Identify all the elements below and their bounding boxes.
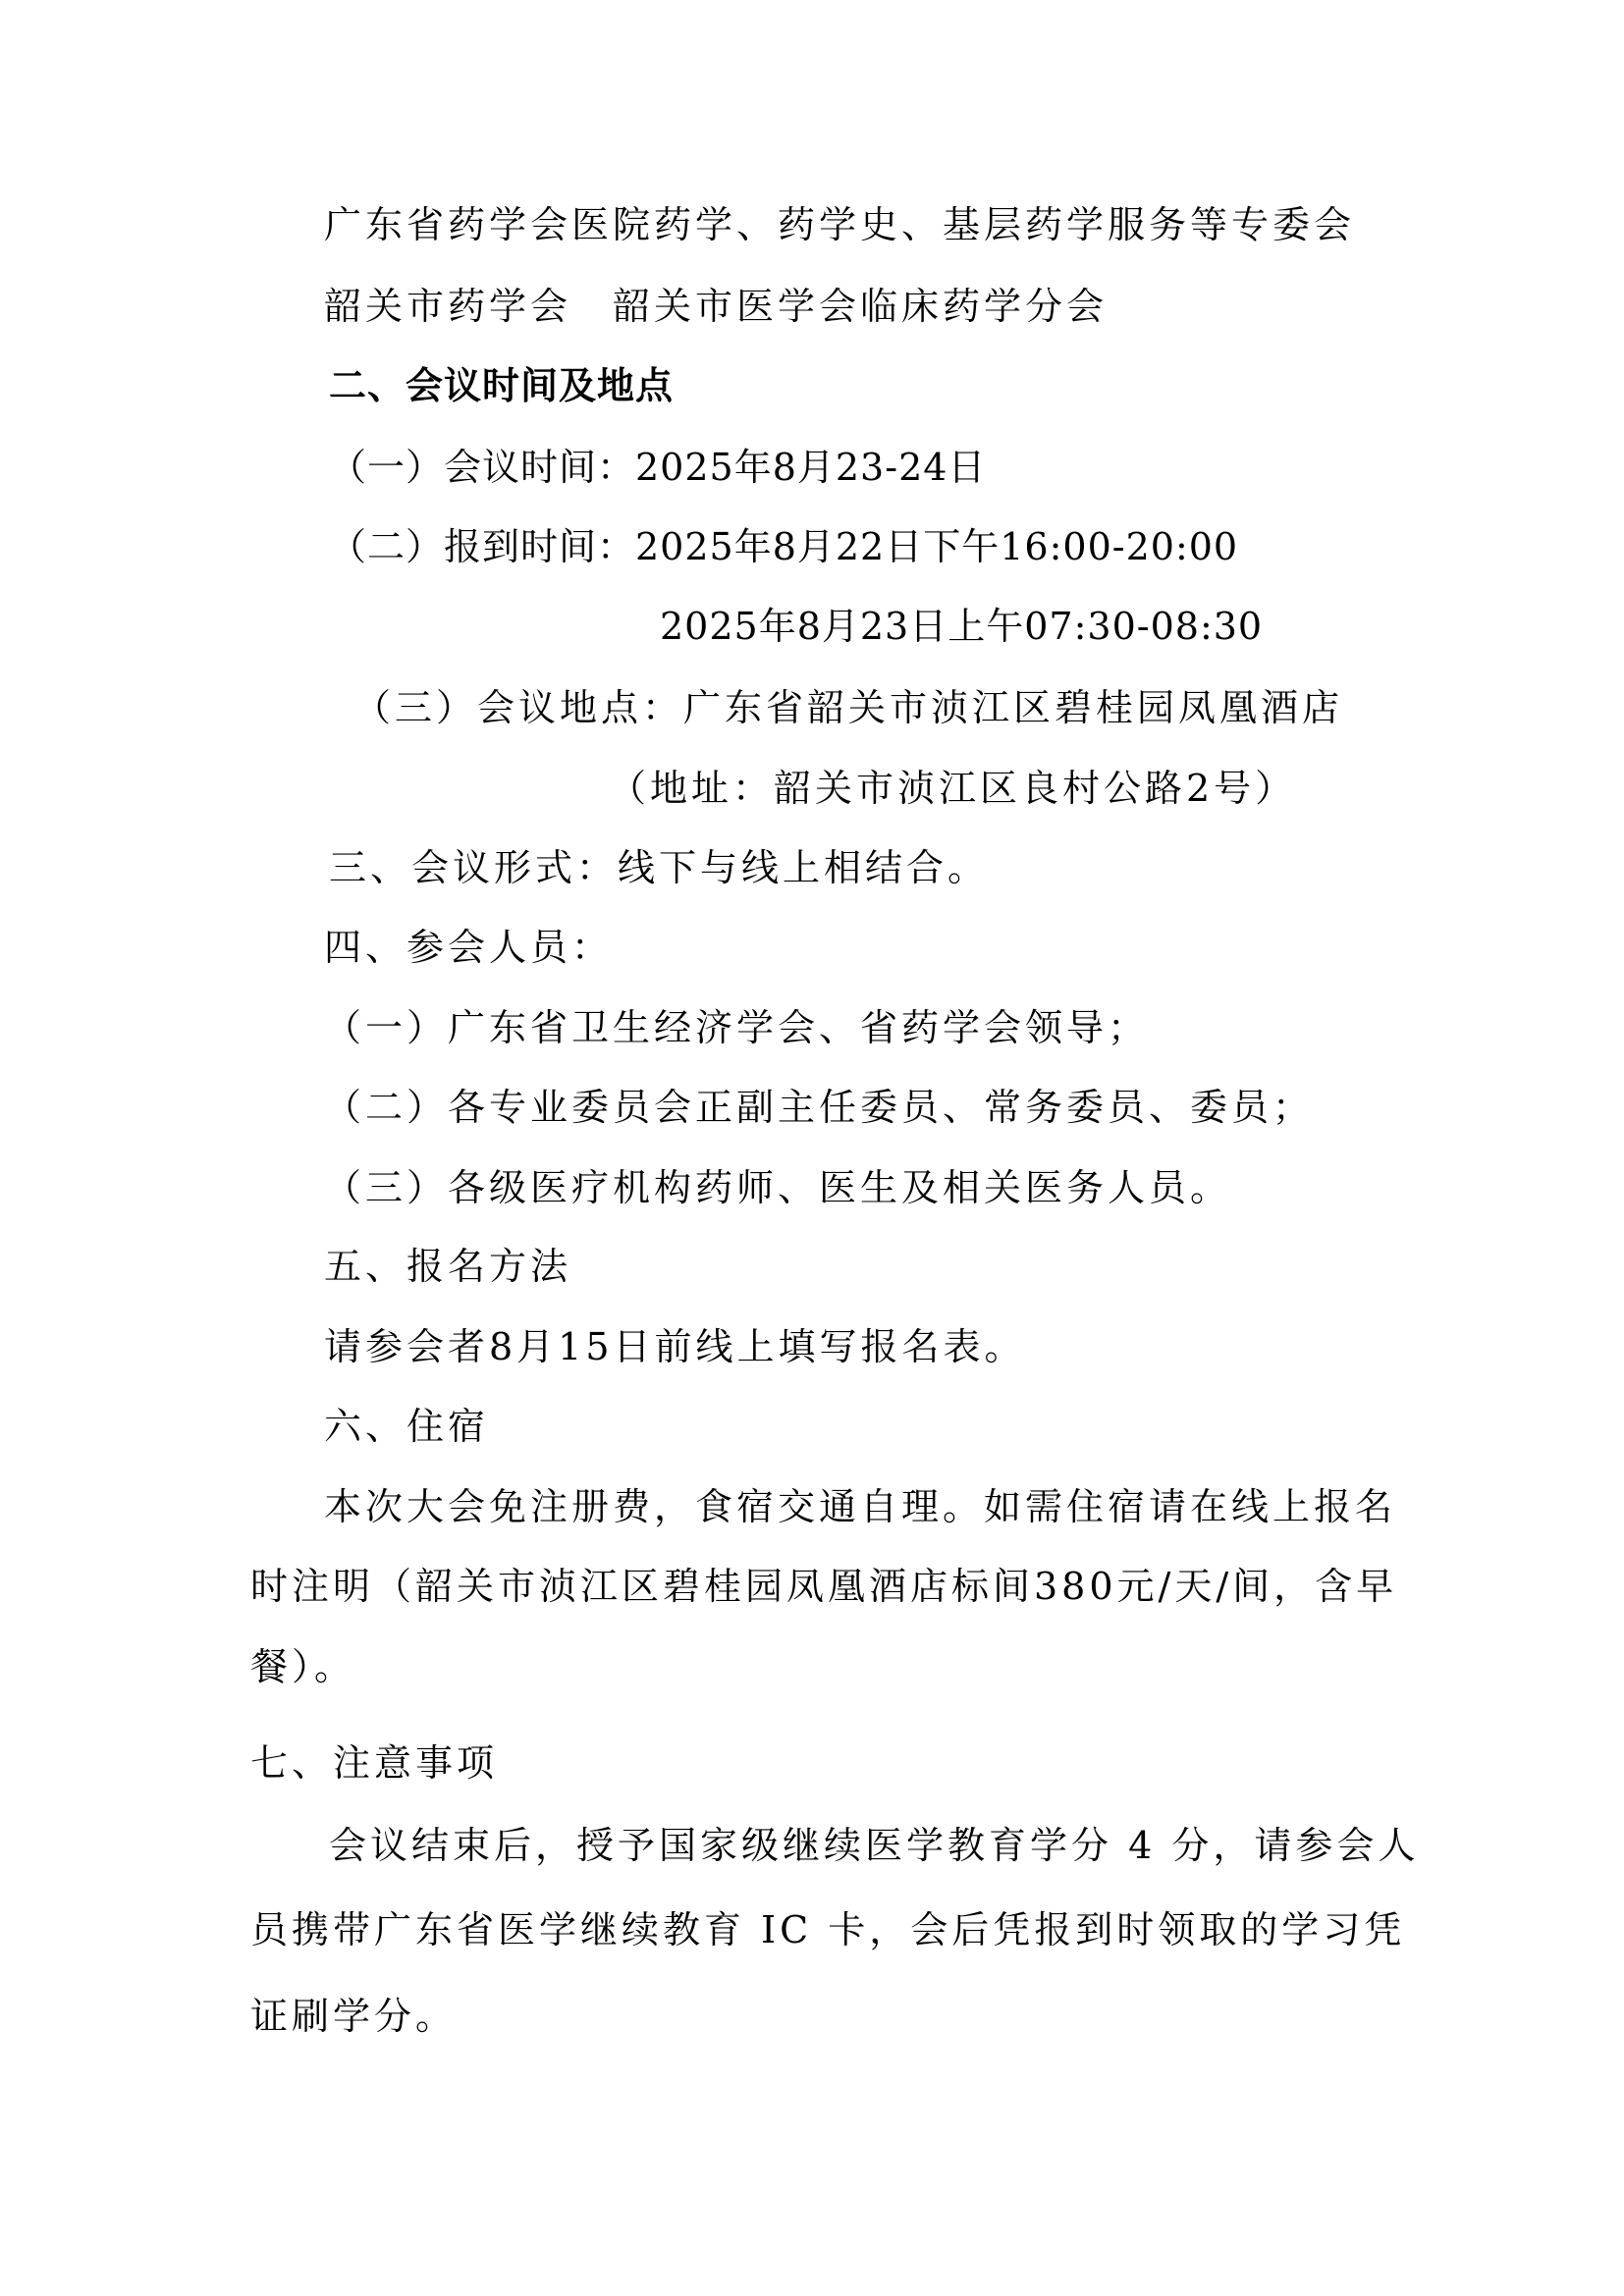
section-7-heading: 七、注意事项 xyxy=(250,1741,499,1785)
organizers-line-1: 广东省药学会医院药学、药学史、基层药学服务等专委会 xyxy=(324,203,1356,246)
section-6-text-line-3: 餐）。 xyxy=(250,1645,356,1688)
section-6-heading: 六、住宿 xyxy=(324,1405,490,1448)
attendee-item-3: （三）各级医疗机构药师、医生及相关医务人员。 xyxy=(324,1166,1232,1209)
section-7-text-line-1: 会议结束后，授予国家级继续医学教育学分 4 分，请参会人 xyxy=(329,1824,1420,1867)
section-4-heading: 四、参会人员： xyxy=(324,926,614,969)
section-3-text: 三、会议形式：线下与线上相结合。 xyxy=(329,846,990,889)
section-7-text-line-2: 员携带广东省医学继续教育 IC 卡，会后凭报到时领取的学习凭 xyxy=(250,1908,1406,1951)
section-5-text: 请参会者8月15日前线上填写报名表。 xyxy=(324,1325,1026,1368)
attendee-item-1: （一）广东省卫生经济学会、省药学会领导； xyxy=(324,1006,1150,1049)
checkin-time-1: （二）报到时间：2025年8月22日下午16:00-20:00 xyxy=(329,525,1239,568)
section-5-heading: 五、报名方法 xyxy=(324,1245,572,1288)
organizers-line-2: 韶关市药学会 韶关市医学会临床药学分会 xyxy=(324,285,1109,328)
meeting-venue: （三）会议地点：广东省韶关市浈江区碧桂园凤凰酒店 xyxy=(353,686,1344,729)
venue-address: （地址：韶关市浈江区良村公路2号） xyxy=(609,767,1297,810)
attendee-item-2: （二）各专业委员会正副主任委员、常务委员、委员； xyxy=(324,1086,1315,1129)
section-7-text-line-3: 证刷学分。 xyxy=(250,1995,458,2038)
section-6-text-line-2: 时注明（韶关市浈江区碧桂园凤凰酒店标间380元/天/间，含早 xyxy=(250,1565,1398,1608)
section-2-heading: 二、会议时间及地点 xyxy=(329,364,675,407)
section-6-text-line-1: 本次大会免注册费，食宿交通自理。如需住宿请在线上报名 xyxy=(324,1485,1397,1528)
meeting-time: （一）会议时间：2025年8月23-24日 xyxy=(329,446,987,489)
checkin-time-2: 2025年8月23日上午07:30-08:30 xyxy=(660,605,1264,648)
